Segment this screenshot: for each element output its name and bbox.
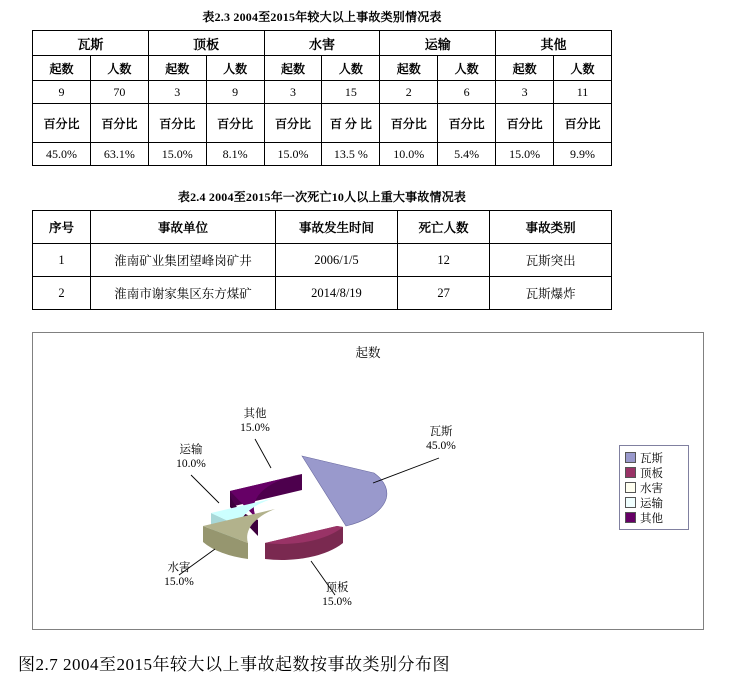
group-header-other: 其他 (496, 31, 612, 56)
cell-type: 瓦斯突出 (490, 244, 612, 277)
table-2-3 (32, 30, 612, 166)
cell-deaths: 12 (397, 244, 490, 277)
percent-label-8: 百分比 (496, 104, 554, 143)
legend-swatch-other (625, 512, 636, 523)
subheader-3: 人数 (206, 56, 264, 81)
table-2-3-container (32, 8, 612, 166)
table-2-3-caption: 表2.3 2004至2015年较大以上事故类别情况表 (202, 10, 442, 24)
subheader-0: 起数 (33, 56, 91, 81)
cell-unit: 淮南矿业集团望峰岗矿井 (90, 244, 275, 277)
count-4: 3 (264, 81, 322, 104)
percent-9: 9.9% (554, 143, 612, 166)
cell-time: 2006/1/5 (276, 244, 398, 277)
pie-chart-plot (43, 363, 583, 621)
cell-deaths: 27 (397, 277, 490, 310)
subheader-8: 起数 (496, 56, 554, 81)
col-header-deaths: 死亡人数 (397, 211, 490, 244)
percent-label-3: 百分比 (206, 104, 264, 143)
chart-legend (619, 445, 689, 530)
subheader-2: 起数 (148, 56, 206, 81)
col-header-index: 序号 (33, 211, 91, 244)
chart-title: 起数 (355, 346, 381, 360)
percent-label-7: 百分比 (438, 104, 496, 143)
count-9: 11 (554, 81, 612, 104)
subheader-9: 人数 (554, 56, 612, 81)
table-row (33, 277, 612, 310)
percent-label-2: 百分比 (148, 104, 206, 143)
legend-label-roof: 顶板 (640, 467, 663, 480)
percent-label-0: 百分比 (33, 104, 91, 143)
percent-label-9: 百分比 (554, 104, 612, 143)
percent-1: 63.1% (90, 143, 148, 166)
legend-label-gas: 瓦斯 (640, 452, 663, 465)
count-6: 2 (380, 81, 438, 104)
legend-item-roof (625, 465, 683, 480)
table-row-percent-labels (33, 104, 612, 143)
subheader-7: 人数 (438, 56, 496, 81)
col-header-type: 事故类别 (490, 211, 612, 244)
percent-5: 13.5 % (322, 143, 380, 166)
col-header-time: 事故发生时间 (276, 211, 398, 244)
legend-swatch-roof (625, 467, 636, 478)
percent-label-6: 百分比 (380, 104, 438, 143)
legend-item-water (625, 480, 683, 495)
table-2-4 (32, 210, 612, 310)
legend-swatch-gas (625, 452, 636, 463)
percent-label-4: 百分比 (264, 104, 322, 143)
legend-item-transport (625, 495, 683, 510)
percent-label-5: 百 分 比 (322, 104, 380, 143)
count-5: 15 (322, 81, 380, 104)
cell-time: 2014/8/19 (276, 277, 398, 310)
legend-swatch-water (625, 482, 636, 493)
legend-swatch-transport (625, 497, 636, 508)
subheader-4: 起数 (264, 56, 322, 81)
table-row (33, 244, 612, 277)
pie-label-other: 其他 15.0% (240, 408, 270, 435)
percent-label-1: 百分比 (90, 104, 148, 143)
table-2-4-caption: 表2.4 2004至2015年一次死亡10人以上重大事故情况表 (177, 190, 467, 204)
pie-label-transport: 运输 10.0% (176, 444, 206, 471)
percent-7: 5.4% (438, 143, 496, 166)
pie-slice-roof (265, 526, 343, 560)
percent-6: 10.0% (380, 143, 438, 166)
pie-label-roof: 顶板 15.0% (322, 582, 352, 609)
pie-slice-gas (302, 456, 387, 526)
group-header-gas: 瓦斯 (33, 31, 149, 56)
count-8: 3 (496, 81, 554, 104)
table-row-groups (33, 31, 612, 56)
group-header-roof: 顶板 (148, 31, 264, 56)
count-0: 9 (33, 81, 91, 104)
pie-chart-container (32, 332, 704, 630)
percent-8: 15.0% (496, 143, 554, 166)
legend-label-transport: 运输 (640, 497, 663, 510)
legend-label-water: 水害 (640, 482, 663, 495)
subheader-6: 起数 (380, 56, 438, 81)
table-row-counts (33, 81, 612, 104)
subheader-5: 人数 (322, 56, 380, 81)
legend-item-other (625, 510, 683, 525)
table-2-4-container (32, 188, 612, 310)
table-row-subheaders (33, 56, 612, 81)
percent-3: 8.1% (206, 143, 264, 166)
subheader-1: 人数 (90, 56, 148, 81)
cell-unit: 淮南市谢家集区东方煤矿 (90, 277, 275, 310)
count-2: 3 (148, 81, 206, 104)
count-1: 70 (90, 81, 148, 104)
group-header-water: 水害 (264, 31, 380, 56)
pie-label-water: 水害 15.0% (164, 562, 194, 589)
percent-0: 45.0% (33, 143, 91, 166)
count-3: 9 (206, 81, 264, 104)
group-header-transport: 运输 (380, 31, 496, 56)
pie-label-gas: 瓦斯 45.0% (426, 426, 456, 453)
cell-index: 1 (33, 244, 91, 277)
table-row-percents (33, 143, 612, 166)
col-header-unit: 事故单位 (90, 211, 275, 244)
percent-2: 15.0% (148, 143, 206, 166)
cell-index: 2 (33, 277, 91, 310)
percent-4: 15.0% (264, 143, 322, 166)
legend-item-gas (625, 450, 683, 465)
table-row-header (33, 211, 612, 244)
legend-label-other: 其他 (640, 512, 663, 525)
figure-caption: 图2.7 2004至2015年较大以上事故起数按事故类别分布图 (18, 655, 450, 674)
cell-type: 瓦斯爆炸 (490, 277, 612, 310)
count-7: 6 (438, 81, 496, 104)
